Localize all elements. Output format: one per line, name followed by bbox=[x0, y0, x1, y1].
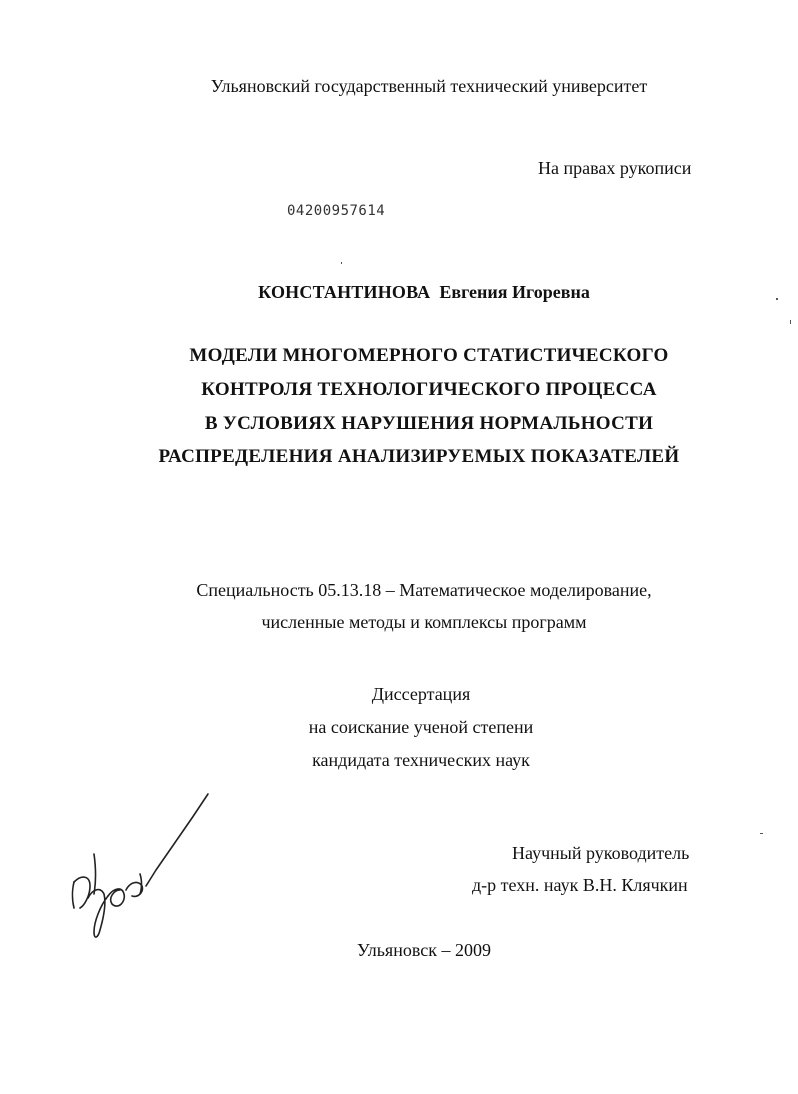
university-name: Ульяновский государственный технический университет bbox=[210, 76, 648, 96]
manuscript-rights: На правах рукописи bbox=[538, 158, 692, 178]
degree-line: на соискание ученой степени bbox=[308, 717, 534, 737]
inventory-number: 04200957614 bbox=[287, 203, 386, 219]
title-line: МОДЕЛИ МНОГОМЕРНОГО СТАТИСТИЧЕСКОГО bbox=[189, 345, 669, 366]
author-surname: КОНСТАНТИНОВА bbox=[258, 282, 431, 302]
degree-line: Диссертация bbox=[371, 684, 471, 704]
supervisor-role: Научный руководитель bbox=[512, 843, 690, 863]
degree-line: кандидата технических наук bbox=[312, 750, 530, 770]
scan-speck bbox=[760, 833, 763, 834]
supervisor-name: д-р техн. наук В.Н. Клячкин bbox=[472, 875, 688, 895]
title-line: В УСЛОВИЯХ НАРУШЕНИЯ НОРМАЛЬНОСТИ bbox=[204, 413, 654, 434]
title-line: РАСПРЕДЕЛЕНИЯ АНАЛИЗИРУЕМЫХ ПОКАЗАТЕЛЕЙ bbox=[158, 446, 680, 467]
title-line: КОНТРОЛЯ ТЕХНОЛОГИЧЕСКОГО ПРОЦЕССА bbox=[201, 379, 657, 400]
author-given-names: Евгения Игоревна bbox=[439, 282, 590, 302]
specialty-line: численные методы и комплексы программ bbox=[261, 612, 587, 632]
handwritten-signature bbox=[60, 790, 220, 950]
scan-speck bbox=[790, 320, 791, 324]
author-name bbox=[25, 282, 798, 303]
scan-speck bbox=[341, 262, 342, 264]
scan-speck bbox=[776, 298, 778, 300]
specialty-line: Специальность 05.13.18 – Математическое моделирование, bbox=[196, 580, 652, 600]
city-year: Ульяновск – 2009 bbox=[357, 940, 491, 960]
